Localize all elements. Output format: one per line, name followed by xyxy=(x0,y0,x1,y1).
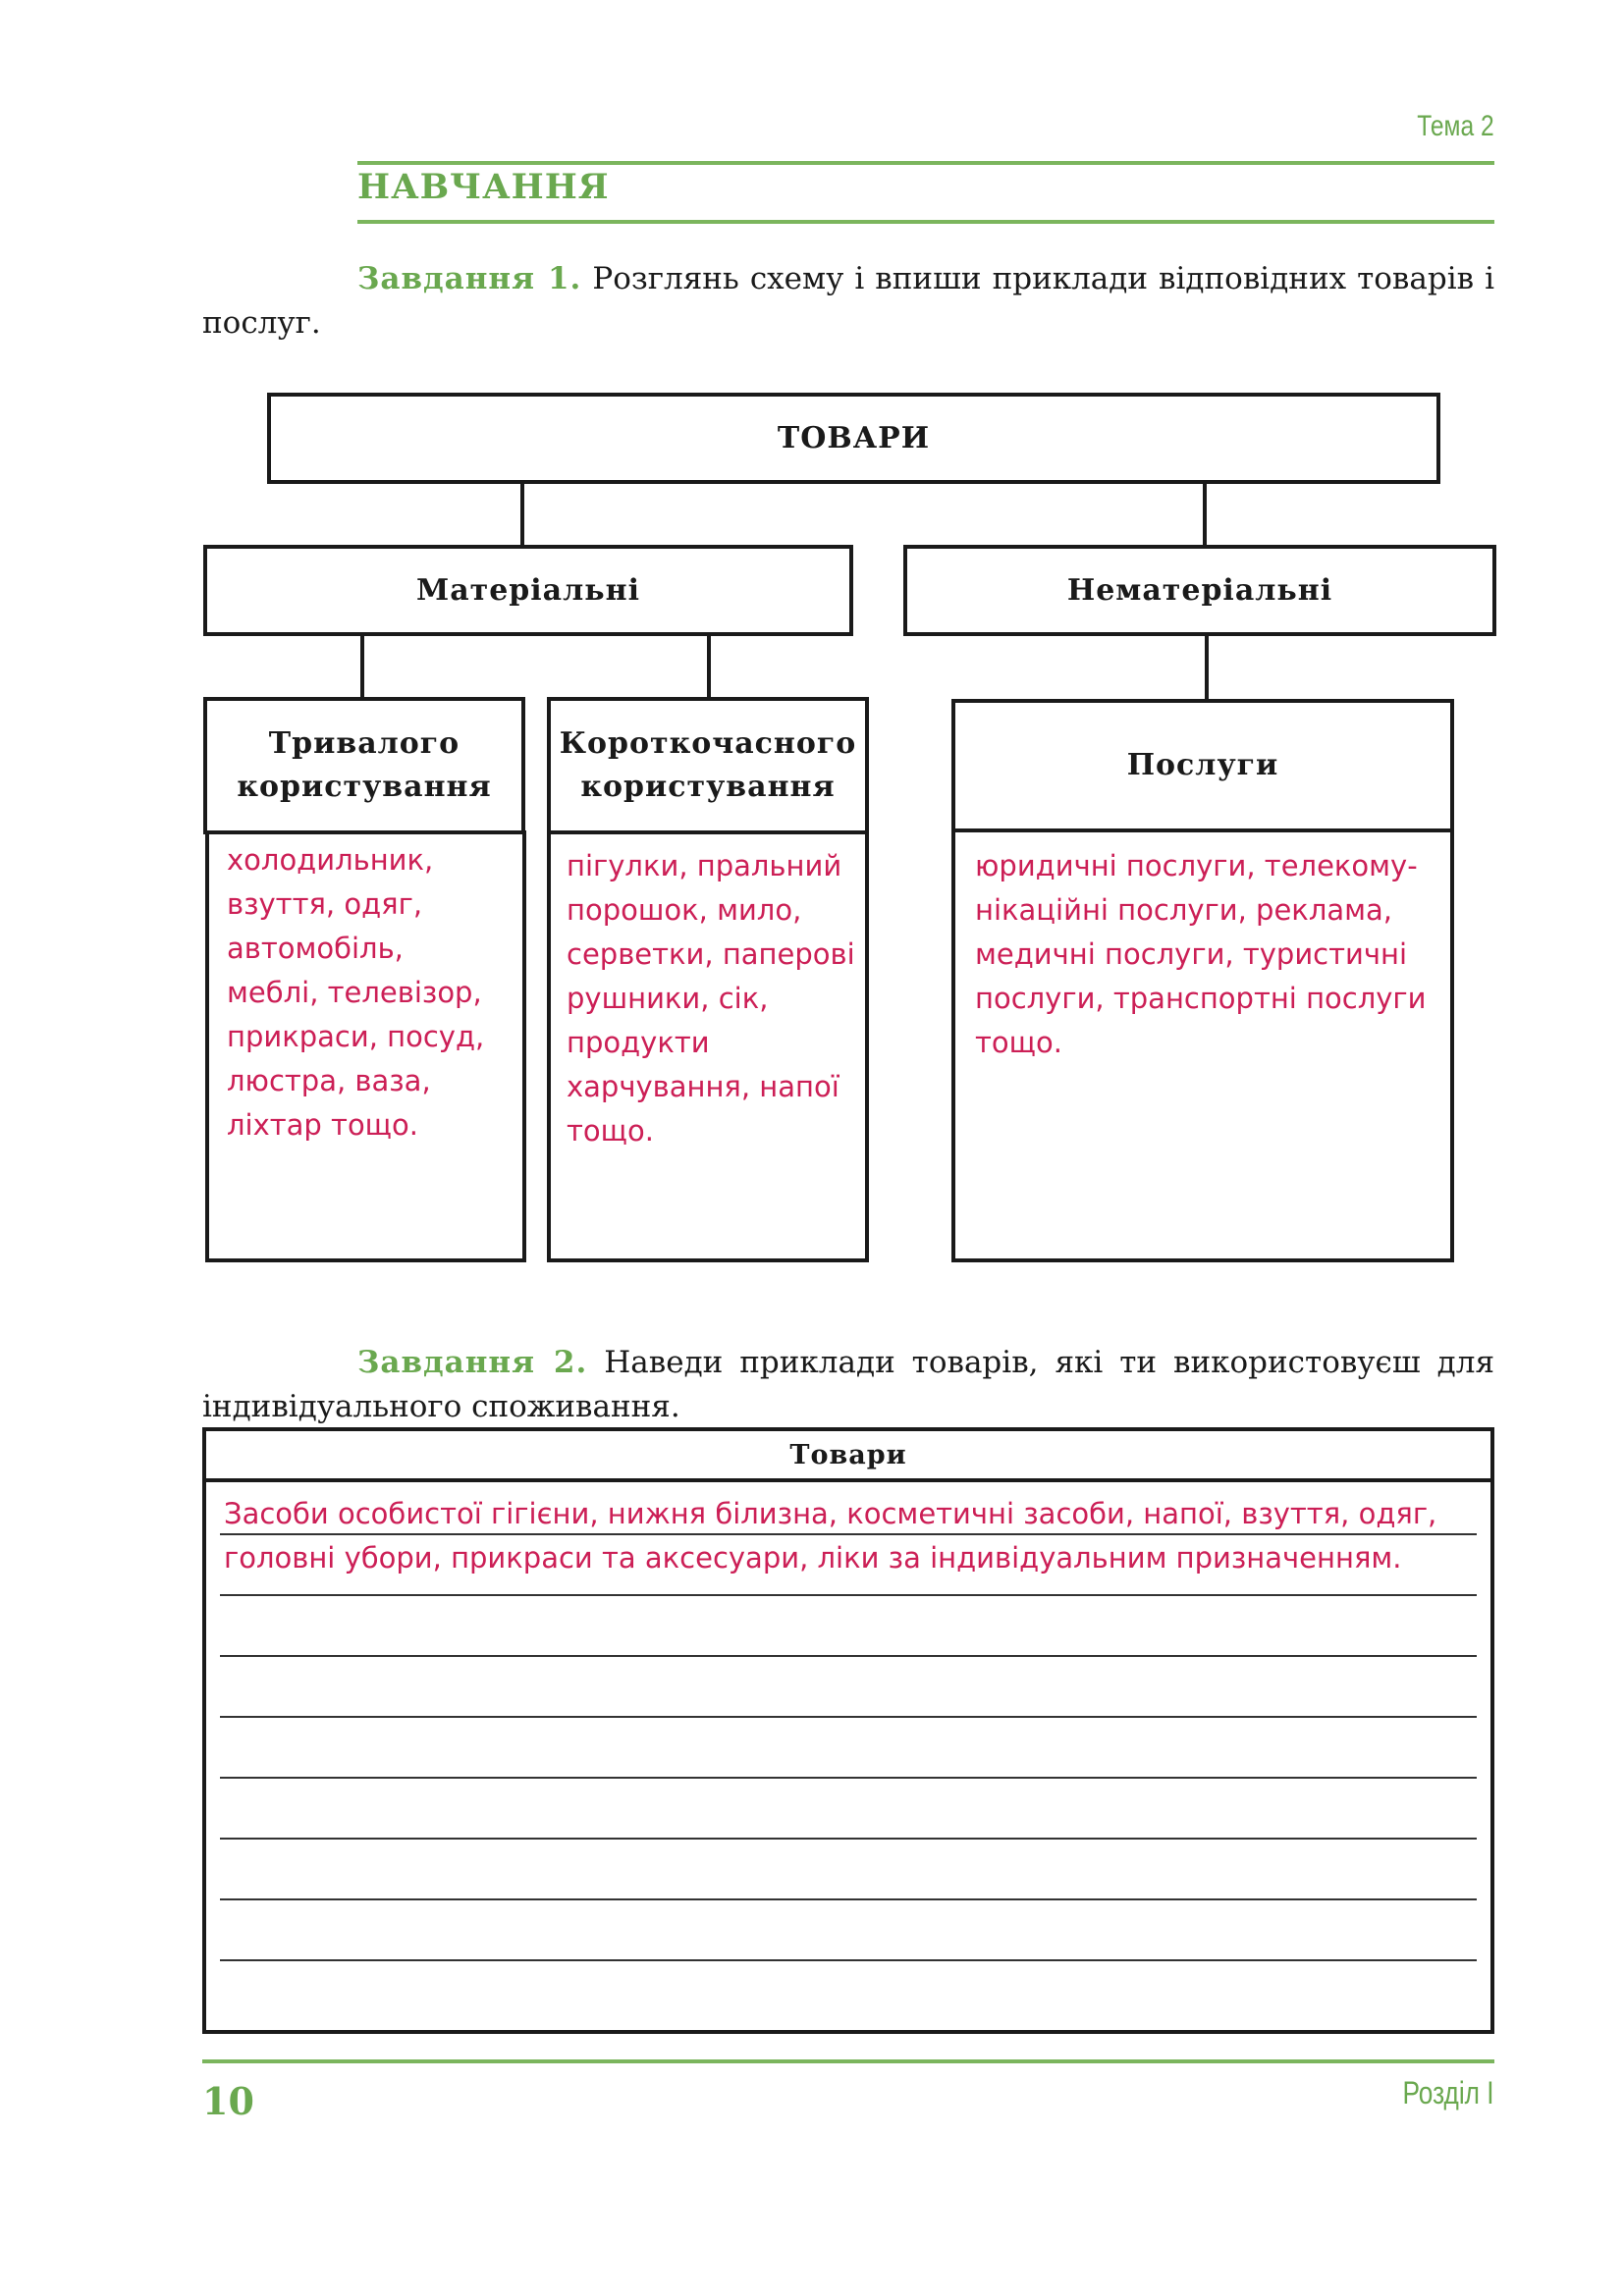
table-header-label: Товари xyxy=(789,1439,907,1470)
answer-line: прикраси, посуд, xyxy=(227,1020,485,1053)
answer-line: пігулки, пральний xyxy=(567,849,842,882)
writing-line xyxy=(220,1898,1477,1900)
connector-root-material xyxy=(520,484,524,545)
page-number: 10 xyxy=(202,2079,254,2123)
writing-line xyxy=(220,1716,1477,1718)
short-term-box xyxy=(547,697,869,834)
footer-rule xyxy=(202,2059,1494,2063)
task-1-label: Завдання 1. xyxy=(357,261,582,296)
services-box xyxy=(951,699,1454,832)
material-label: Матеріальні xyxy=(415,572,640,608)
running-title: Тема 2 xyxy=(1417,110,1494,142)
answer-line: меблі, телевізор, xyxy=(227,976,482,1009)
answer-line: тощо. xyxy=(975,1026,1062,1059)
section-title: НАВЧАННЯ xyxy=(357,167,610,207)
answer-line: головні убори, прикраси та аксесуари, ліки за індивідуальним призначенням. xyxy=(224,1541,1402,1575)
answer-line: продукти xyxy=(567,1026,710,1059)
answer-line: серветки, паперові xyxy=(567,937,855,971)
long-term-label-line2: користування xyxy=(237,770,492,804)
connector-material-longterm xyxy=(360,636,364,699)
writing-line xyxy=(220,1959,1477,1961)
task-1-text: Розглянь схему і впиши приклади відповідних товарів і послуг. xyxy=(202,261,1494,341)
answer-line: взуття, одяг, xyxy=(227,887,423,921)
writing-line xyxy=(220,1655,1477,1657)
table-header xyxy=(206,1431,1490,1482)
task-2-answer xyxy=(224,1492,1436,1580)
long-term-box xyxy=(203,697,525,834)
services-answer-box xyxy=(951,830,1454,1262)
services-answer xyxy=(955,830,1450,1065)
answer-line: рушники, сік, xyxy=(567,982,769,1015)
answer-line: ліхтар тощо. xyxy=(227,1108,418,1142)
short-term-answer-box xyxy=(547,830,869,1262)
task-2-label: Завдання 2. xyxy=(357,1345,588,1380)
task-2-instruction xyxy=(202,1341,1494,1429)
answer-line: автомобіль, xyxy=(227,932,404,965)
connector-material-shortterm xyxy=(707,636,711,699)
goods-answer-table xyxy=(202,1427,1494,2034)
writing-line xyxy=(220,1777,1477,1779)
section-footer-label: Розділ І xyxy=(1402,2075,1494,2110)
answer-line: тощо. xyxy=(567,1114,654,1148)
answer-line: холодильник, xyxy=(227,843,434,877)
short-term-label-line2: користування xyxy=(580,770,836,804)
answer-line: люстра, ваза, xyxy=(227,1064,431,1097)
answer-line: харчування, напої xyxy=(567,1070,839,1103)
long-term-answer xyxy=(209,830,522,1148)
nonmaterial-label: Нематеріальні xyxy=(1066,572,1333,608)
writing-line xyxy=(220,1838,1477,1840)
long-term-answer-box xyxy=(205,830,526,1262)
answer-line: нікаційні послуги, реклама, xyxy=(975,893,1392,927)
material-box xyxy=(203,545,853,636)
short-term-label-line1: Короткочасного xyxy=(559,726,857,761)
answer-line: медичні послуги, туристичні xyxy=(975,937,1407,971)
answer-line: порошок, мило, xyxy=(567,893,802,927)
diagram-root-box xyxy=(267,393,1440,484)
short-term-answer xyxy=(551,830,865,1153)
long-term-label-line1: Тривалого xyxy=(268,726,460,761)
diagram-root-label: ТОВАРИ xyxy=(777,420,931,455)
answer-line: послуги, транспортні послуги xyxy=(975,982,1427,1015)
task-2-text: Наведи приклади товарів, які ти використовуєш для індивідуального споживання. xyxy=(202,1345,1495,1424)
connector-root-nonmaterial xyxy=(1203,484,1207,545)
answer-line: юридичні послуги, телекому- xyxy=(975,849,1418,882)
answer-line: Засоби особистої гігієни, нижня білизна, косметичні засоби, напої, взуття, одяг, xyxy=(224,1497,1437,1530)
services-label: Послуги xyxy=(1126,748,1279,782)
nonmaterial-box xyxy=(903,545,1496,636)
writing-line xyxy=(220,1594,1477,1596)
connector-nonmaterial-services xyxy=(1205,636,1209,701)
